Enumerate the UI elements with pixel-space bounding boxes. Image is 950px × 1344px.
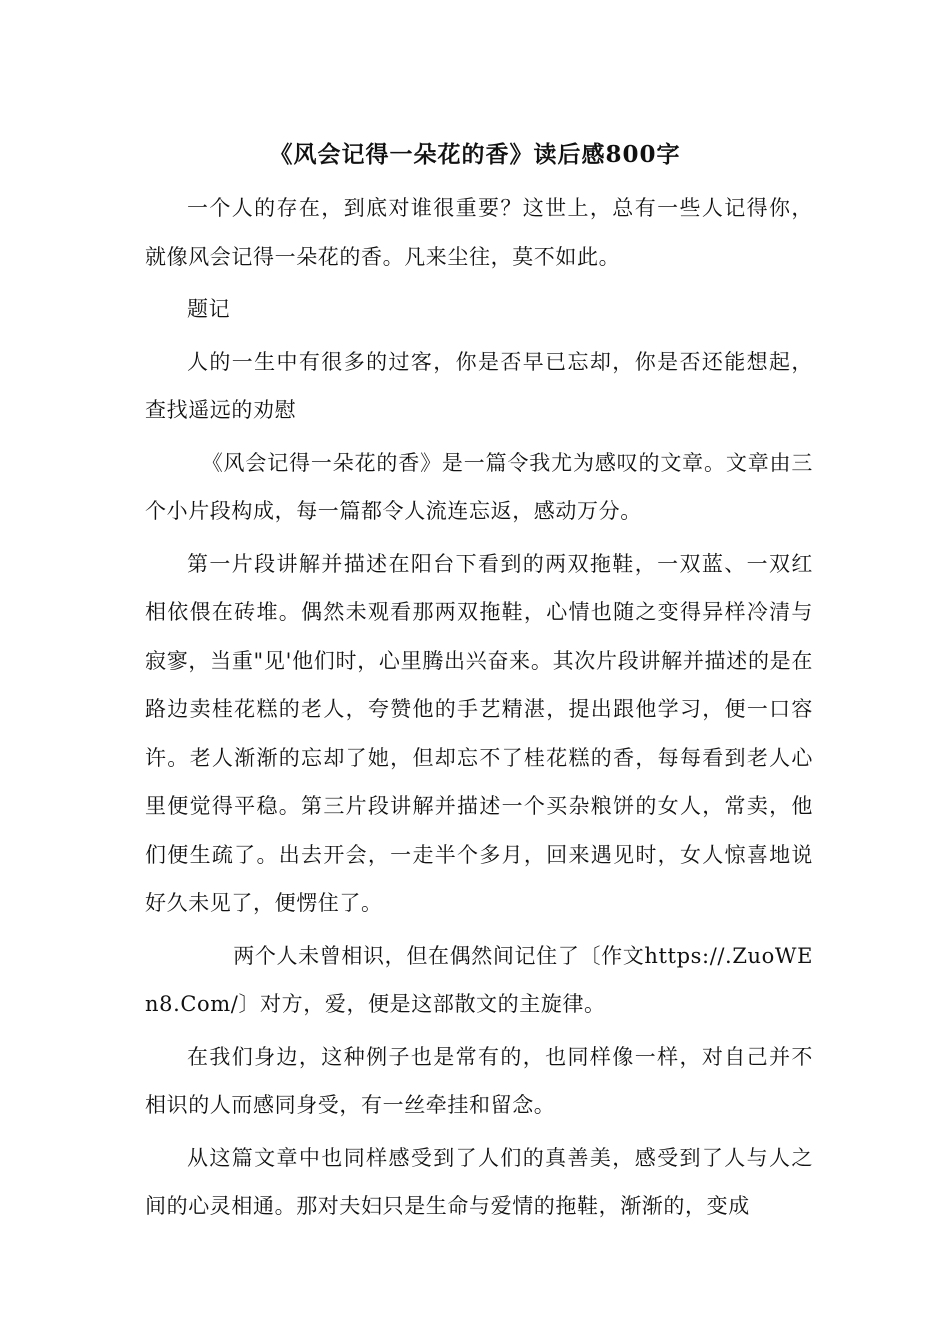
paragraph-article-intro: 《风会记得一朵花的香》是一篇令我尤为感叹的文章。文章由三个小片段构成，每一篇都令人流连忘返，感动万分。	[145, 450, 813, 523]
paragraph-passersby: 人的一生中有很多的过客，你是否早已忘却，你是否还能想起，查找遥远的劝慰	[145, 349, 813, 422]
paragraph-intro: 一个人的存在，到底对谁很重要？这世上，总有一些人记得你，就像风会记得一朵花的香。凡来尘往，莫不如此。	[145, 196, 813, 269]
paragraph-goodness: 从这篇文章中也同样感受到了人们的真善美，感受到了人与人之间的心灵相通。那对夫妇只是生命与爱情的拖鞋，渐渐的，变成	[145, 1145, 813, 1218]
paragraph-around-us: 在我们身边，这种例子也是常有的，也同样像一样，对自己并不相识的人而感同身受，有一丝牵挂和留念。	[145, 1044, 813, 1117]
paragraph-epigraph-label: 题记	[187, 297, 231, 321]
paragraph-three-fragments: 第一片段讲解并描述在阳台下看到的两双拖鞋，一双蓝、一双红相依偎在砖堆。偶然未观看那两双拖鞋，心情也随之变得异样冷清与寂寥，当重"见'他们时，心里腾出兴奋来。其次片段讲解并描述的是在路边卖桂花糕的老人，夸赞他的手艺精湛，提出跟他学习，便一口容许。老人渐渐的忘却了她，但却忘不了桂花糕的香，每每看到老人心里便觉得平稳。第三片段讲解并描述一个买杂粮饼的女人，常卖，他们便生疏了。出去开会，一走半个多月，回来遇见时，女人惊喜地说好久未见了，便愣住了。	[145, 551, 813, 915]
paragraph-theme: 两个人未曾相识，但在偶然间记住了〔作文https://.ZuoWEn8.Com/〕对方，爱，便是这部散文的主旋律。	[145, 943, 813, 1016]
document-title: 《风会记得一朵花的香》读后感800字	[269, 141, 681, 168]
document-body	[145, 184, 813, 1231]
